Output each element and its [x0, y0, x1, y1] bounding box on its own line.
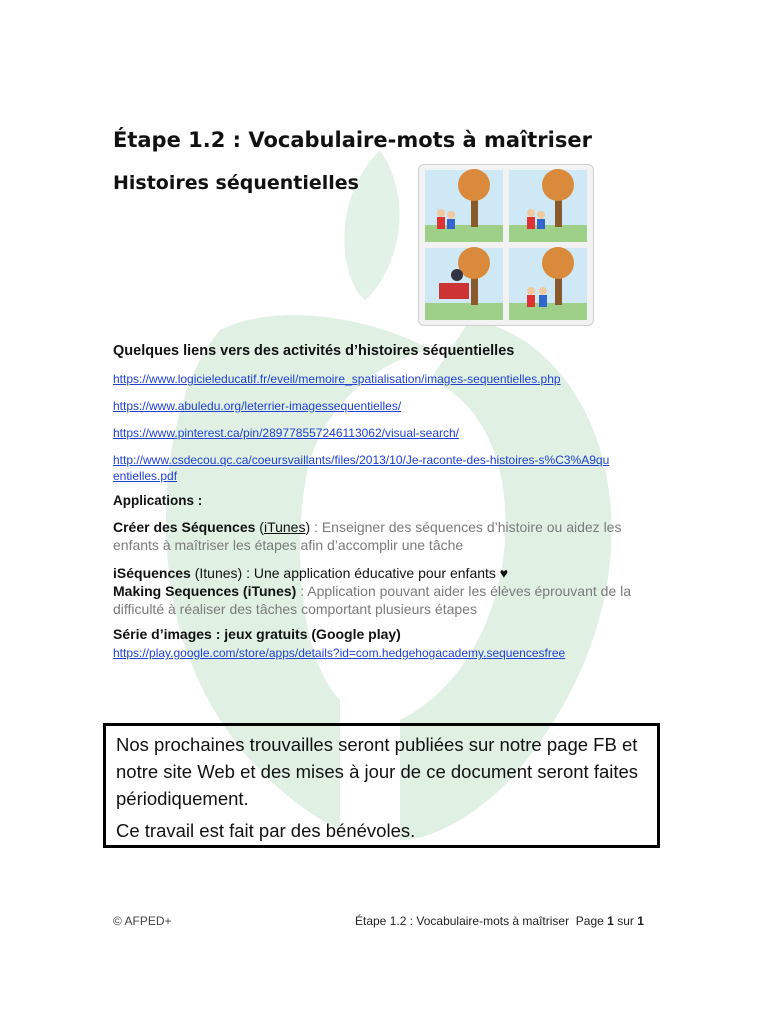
footer-page-info: [355, 914, 644, 928]
footer-sur-word: sur: [617, 914, 634, 928]
app-description: : Enseigner des séquences d’histoire ou aidez les enfants à maîtriser les étapes afin d’accomplir une tâche: [113, 519, 622, 553]
notice-volunteers: Ce travail est fait par des bénévoles.: [116, 820, 416, 841]
page-title: Étape 1.2 : Vocabulaire-mots à maîtriser: [113, 128, 592, 152]
google-play-link[interactable]: https://play.google.com/store/apps/details?id=com.hedgehogacademy.sequencesfree: [113, 646, 566, 660]
footer-page-total: 1: [637, 914, 644, 928]
notice-text: Nos prochaines trouvailles seront publiées sur notre page FB et notre site Web et des mises à jour de ce document seront faites périodiquement.: [116, 734, 639, 809]
notice-box: [103, 723, 660, 848]
page-subtitle: Histoires séquentielles: [113, 172, 359, 194]
footer-page-word: Page: [575, 914, 604, 928]
applications-heading: Applications :: [113, 493, 203, 508]
sequential-story-illustration-icon: [418, 164, 594, 326]
links-heading: Quelques liens vers des activités d’histoires séquentielles: [113, 343, 515, 359]
link-abuledu[interactable]: https://www.abuledu.org/leterrier-imagessequentielles/: [113, 399, 402, 413]
app-name: iSéquences: [113, 565, 191, 581]
app-serie-images: [113, 625, 653, 662]
app-name: Créer des Séquences: [113, 519, 256, 535]
footer-page-num: 1: [607, 914, 614, 928]
link-csdecou[interactable]: http://www.csdecou.qc.ca/coeursvaillants/files/2013/10/Je-raconte-des-histoires-s%C3%A9quentielles.pdf: [113, 453, 610, 483]
app-isequences-block: [113, 564, 653, 618]
link-logicieleducatif[interactable]: https://www.logicieleducatif.fr/eveil/memoire_spatialisation/images-sequentielles.php: [113, 372, 561, 386]
app-name: Making Sequences (iTunes): [113, 583, 297, 599]
app-name: Série d’images : jeux gratuits (Google play): [113, 626, 401, 642]
app-description: (Itunes) : Une application éducative pour enfants ♥: [194, 565, 509, 581]
itunes-link[interactable]: iTunes: [263, 519, 306, 535]
app-creer-des-sequences: Créer des Séquences (iTunes) : Enseigner des séquences d’histoire ou aidez les enfants à maîtriser les étapes afin d’accomplir une tâche: [113, 519, 622, 553]
link-pinterest[interactable]: https://www.pinterest.ca/pin/289778557246113062/visual-search/: [113, 426, 460, 440]
footer-title: Étape 1.2 : Vocabulaire-mots à maîtriser: [355, 914, 570, 928]
app-description: : Application pouvant aider les élèves éprouvant de la difficulté à réaliser des tâches comportant plusieurs étapes: [113, 583, 632, 617]
footer-copyright: © AFPED+: [113, 914, 172, 928]
